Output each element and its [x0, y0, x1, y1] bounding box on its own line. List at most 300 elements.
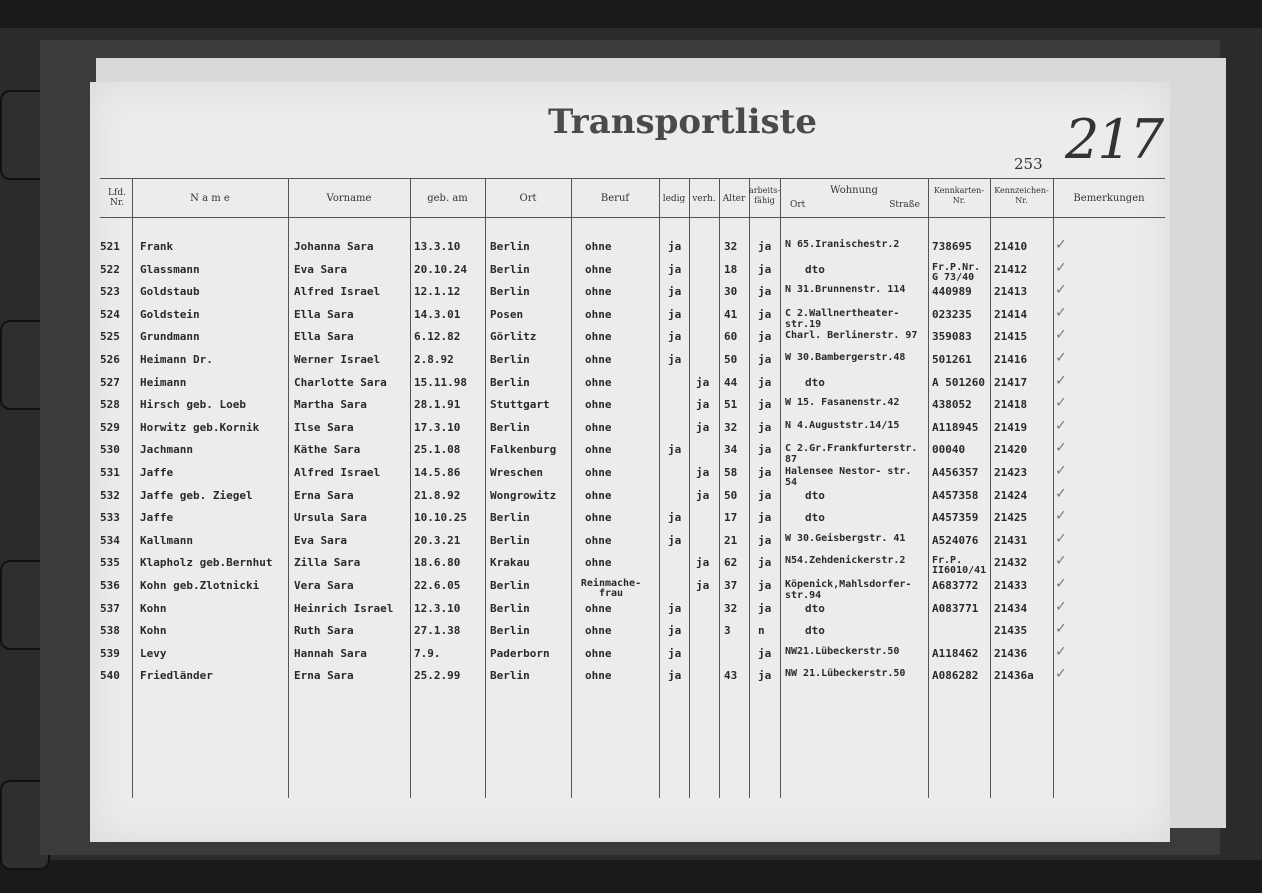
- row-arbeitsfaehig: ja: [758, 375, 772, 389]
- row-ort: Krakau: [490, 556, 530, 570]
- header-wohnung: Wohnung: [830, 185, 878, 196]
- row-name: Goldstein: [140, 307, 200, 321]
- row-vorname: Martha Sara: [294, 398, 367, 412]
- row-geb-am: 13.3.10: [414, 240, 461, 253]
- row-wohnung: W 30.Bambergerstr.48: [785, 352, 906, 363]
- row-ort: Posen: [490, 307, 524, 321]
- row-ort: Görlitz: [490, 330, 537, 344]
- row-alter: 58: [724, 466, 738, 479]
- row-name: Horwitz geb.Kornik: [140, 420, 260, 434]
- row-vorname: Ruth Sara: [294, 624, 354, 638]
- row-number: 533: [100, 511, 120, 525]
- row-kennkarte: A 501260: [932, 375, 985, 389]
- row-number: 534: [100, 533, 120, 547]
- row-verh: ja: [696, 556, 710, 570]
- row-kennkarte: 00040: [932, 443, 966, 457]
- row-arbeitsfaehig: ja: [758, 511, 772, 525]
- row-alter: 50: [724, 488, 738, 502]
- row-beruf: ohne: [585, 646, 612, 660]
- row-kennzeichen: 21425: [994, 511, 1028, 525]
- row-wohnung: C 2.Wallnertheater- str.19: [785, 307, 900, 330]
- row-alter: 32: [724, 420, 738, 434]
- header-name: N a m e: [190, 193, 230, 204]
- row-arbeitsfaehig: ja: [758, 420, 772, 434]
- row-name: Glassmann: [140, 262, 200, 276]
- row-wohnung: N54.Zehdenickerstr.2: [785, 555, 906, 567]
- row-ort: Wongrowitz: [490, 488, 557, 502]
- row-wohnung: dto: [805, 624, 825, 638]
- row-arbeitsfaehig: ja: [758, 646, 772, 660]
- row-geb-am: 6.12.82: [414, 330, 461, 344]
- checkmark-icon: ✓: [1056, 527, 1066, 547]
- checkmark-icon: ✓: [1056, 256, 1066, 276]
- row-ledig: ja: [668, 240, 682, 253]
- checkmark-icon: ✓: [1056, 324, 1066, 344]
- row-ledig: ja: [668, 353, 682, 366]
- row-arbeitsfaehig: ja: [758, 579, 772, 592]
- row-ort: Berlin: [490, 624, 530, 638]
- header-geb-am: geb. am: [427, 193, 468, 204]
- row-ort: Berlin: [490, 262, 530, 276]
- row-kennzeichen: 21417: [994, 375, 1028, 389]
- row-number: 539: [100, 646, 120, 660]
- row-vorname: Ella Sara: [294, 330, 354, 344]
- row-kennzeichen: 21435: [994, 624, 1028, 638]
- row-alter: 3: [724, 624, 731, 638]
- table-row: [90, 279, 1170, 307]
- header-arbeitsfaehig: arbeits- fähig: [749, 186, 781, 205]
- row-alter: 60: [724, 330, 738, 344]
- table-header-line: [100, 217, 1165, 218]
- row-kennzeichen: 21413: [994, 285, 1028, 299]
- row-kennkarte: Fr.P. II6010/41: [932, 555, 987, 577]
- row-vorname: Eva Sara: [294, 533, 347, 547]
- checkmark-icon: ✓: [1056, 392, 1066, 412]
- row-ort: Berlin: [490, 285, 530, 299]
- film-edge-bottom: [0, 860, 1262, 893]
- table-row: [90, 347, 1170, 375]
- row-ledig: ja: [668, 285, 682, 299]
- film-edge-top: [0, 0, 1262, 28]
- row-wohnung: W 15. Fasanenstr.42: [785, 397, 900, 409]
- row-kennzeichen: 21412: [994, 262, 1028, 276]
- row-ort: Berlin: [490, 375, 530, 389]
- row-geb-am: 20.3.21: [414, 533, 461, 547]
- row-name: Levy: [140, 646, 167, 660]
- row-ledig: ja: [668, 669, 682, 683]
- checkmark-icon: ✓: [1056, 618, 1066, 638]
- row-geb-am: 10.10.25: [414, 511, 467, 525]
- row-wohnung: dto: [805, 375, 825, 389]
- row-ort: Wreschen: [490, 466, 543, 479]
- table-row: [90, 437, 1170, 466]
- row-geb-am: 15.11.98: [414, 375, 467, 389]
- row-wohnung: dto: [805, 262, 825, 276]
- row-name: Frank: [140, 240, 174, 253]
- row-beruf: ohne: [585, 556, 612, 570]
- row-ort: Berlin: [490, 579, 530, 592]
- header-wohnung-strasse: Straße: [889, 200, 920, 210]
- row-ort: Paderborn: [490, 646, 550, 660]
- row-kennzeichen: 21423: [994, 466, 1028, 479]
- checkmark-icon: ✓: [1056, 347, 1066, 366]
- checkmark-icon: ✓: [1056, 460, 1066, 479]
- row-beruf: ohne: [585, 669, 612, 683]
- row-kennkarte: A086282: [932, 669, 979, 683]
- row-ledig: ja: [668, 646, 682, 660]
- row-arbeitsfaehig: n: [758, 624, 765, 638]
- row-kennzeichen: 21420: [994, 443, 1028, 457]
- row-number: 537: [100, 601, 120, 615]
- row-alter: 37: [724, 579, 738, 592]
- row-ort: Berlin: [490, 669, 530, 683]
- row-vorname: Käthe Sara: [294, 443, 361, 457]
- header-lfd: Lfd. Nr.: [108, 188, 126, 208]
- row-kennzeichen: 21436: [994, 646, 1028, 660]
- table-row: [90, 460, 1170, 488]
- table-row: [90, 482, 1170, 511]
- row-ort: Berlin: [490, 420, 530, 434]
- header-vorname: Vorname: [326, 193, 372, 204]
- row-vorname: Erna Sara: [294, 488, 354, 502]
- header-beruf: Beruf: [600, 193, 630, 204]
- row-number: 531: [100, 466, 120, 479]
- row-alter: 30: [724, 285, 738, 299]
- row-kennkarte: A457358: [932, 488, 979, 502]
- row-beruf: ohne: [585, 262, 612, 276]
- row-alter: 17: [724, 511, 738, 525]
- row-number: 532: [100, 488, 120, 502]
- header-ledig: ledig: [662, 194, 686, 204]
- row-kennkarte: A456357: [932, 466, 979, 479]
- document-page: [90, 82, 1170, 842]
- row-geb-am: 7.9.: [414, 646, 441, 660]
- row-name: Hirsch geb. Loeb: [140, 398, 246, 412]
- row-vorname: Erna Sara: [294, 669, 354, 683]
- row-geb-am: 20.10.24: [414, 262, 467, 276]
- document-title: Transportliste: [547, 102, 817, 142]
- row-ort: Berlin: [490, 533, 530, 547]
- row-geb-am: 25.1.08: [414, 443, 461, 457]
- row-name: Klapholz geb.Bernhut: [140, 556, 273, 570]
- row-geb-am: 18.6.80: [414, 556, 461, 570]
- row-number: 530: [100, 443, 120, 457]
- row-kennkarte: 738695: [932, 240, 972, 253]
- row-name: Heimann: [140, 375, 187, 389]
- row-ledig: ja: [668, 330, 682, 344]
- row-kennzeichen: 21434: [994, 601, 1028, 615]
- checkmark-icon: ✓: [1056, 414, 1066, 434]
- row-arbeitsfaehig: ja: [758, 307, 772, 321]
- row-ort: Berlin: [490, 511, 530, 525]
- row-kennkarte: 438052: [932, 398, 972, 412]
- row-vorname: Ursula Sara: [294, 511, 367, 525]
- row-number: 540: [100, 669, 120, 683]
- row-ledig: ja: [668, 624, 682, 638]
- table-row: [90, 324, 1170, 352]
- row-geb-am: 2.8.92: [414, 353, 454, 366]
- row-number: 528: [100, 398, 120, 412]
- row-kennzeichen: 21410: [994, 240, 1028, 253]
- row-name: Heimann Dr.: [140, 353, 213, 366]
- checkmark-icon: ✓: [1056, 663, 1066, 683]
- row-name: Kohn geb.Zlotnicki: [140, 579, 260, 592]
- row-number: 524: [100, 307, 120, 321]
- row-kennzeichen: 21436a: [994, 669, 1034, 683]
- row-beruf: ohne: [585, 353, 612, 366]
- row-geb-am: 12.1.12: [414, 285, 461, 299]
- row-beruf: ohne: [585, 443, 612, 457]
- row-kennzeichen: 21431: [994, 533, 1028, 547]
- row-kennzeichen: 21418: [994, 398, 1028, 412]
- checkmark-icon: ✓: [1056, 279, 1066, 299]
- row-beruf: ohne: [585, 285, 612, 299]
- row-wohnung: N 4.Auguststr.14/15: [785, 419, 900, 431]
- checkmark-icon: ✓: [1056, 640, 1066, 660]
- row-kennzeichen: 21419: [994, 420, 1028, 434]
- header-alter: Alter: [722, 194, 746, 204]
- row-verh: ja: [696, 375, 710, 389]
- row-vorname: Ilse Sara: [294, 420, 354, 434]
- row-ort: Falkenburg: [490, 443, 557, 457]
- table-row: [90, 527, 1170, 556]
- checkmark-icon: ✓: [1056, 550, 1066, 570]
- row-alter: 62: [724, 556, 738, 570]
- row-number: 523: [100, 285, 120, 299]
- row-kennzeichen: 21415: [994, 330, 1028, 344]
- row-kennkarte: 359083: [932, 330, 972, 344]
- row-name: Kohn: [140, 601, 167, 615]
- table-row: [90, 369, 1170, 398]
- row-beruf: ohne: [585, 375, 612, 389]
- row-arbeitsfaehig: ja: [758, 466, 772, 479]
- row-vorname: Heinrich Israel: [294, 601, 394, 615]
- row-arbeitsfaehig: ja: [758, 398, 772, 412]
- row-name: Kohn: [140, 624, 167, 638]
- row-name: Grundmann: [140, 330, 200, 344]
- table-row: [90, 256, 1170, 285]
- row-wohnung: N 31.Brunnenstr. 114: [785, 284, 906, 296]
- row-ledig: ja: [668, 533, 682, 547]
- row-number: 526: [100, 353, 120, 366]
- row-beruf: ohne: [585, 420, 612, 434]
- row-alter: 44: [724, 375, 738, 389]
- row-name: Jaffe: [140, 466, 174, 479]
- row-geb-am: 27.1.38: [414, 624, 461, 638]
- row-name: Friedländer: [140, 669, 213, 683]
- row-vorname: Charlotte Sara: [294, 375, 387, 389]
- row-vorname: Eva Sara: [294, 262, 347, 276]
- checkmark-icon: ✓: [1056, 369, 1066, 389]
- row-arbeitsfaehig: ja: [758, 262, 772, 276]
- row-alter: 43: [724, 669, 738, 683]
- row-number: 538: [100, 624, 120, 638]
- row-name: Jachmann: [140, 443, 193, 457]
- row-alter: 34: [724, 443, 738, 457]
- row-arbeitsfaehig: ja: [758, 669, 772, 683]
- row-kennkarte: 440989: [932, 285, 972, 299]
- row-geb-am: 22.6.05: [414, 579, 461, 592]
- row-beruf: Reinmache- frau: [580, 578, 642, 599]
- header-kennkarten: Kennkarten- Nr.: [933, 186, 985, 205]
- row-vorname: Zilla Sara: [294, 556, 361, 570]
- row-name: Jaffe: [140, 511, 174, 525]
- row-geb-am: 21.8.92: [414, 488, 461, 502]
- row-ledig: ja: [668, 307, 682, 321]
- row-beruf: ohne: [585, 601, 612, 615]
- row-ledig: ja: [668, 443, 682, 457]
- row-arbeitsfaehig: ja: [758, 443, 772, 457]
- row-vorname: Alfred Israel: [294, 285, 381, 299]
- row-vorname: Ella Sara: [294, 307, 354, 321]
- row-alter: 32: [724, 240, 738, 253]
- row-arbeitsfaehig: ja: [758, 240, 772, 253]
- row-number: 521: [100, 240, 120, 253]
- row-geb-am: 17.3.10: [414, 420, 461, 434]
- row-geb-am: 25.2.99: [414, 669, 461, 683]
- table-row: [90, 505, 1170, 533]
- header-verh: verh.: [692, 194, 716, 204]
- row-kennkarte: A457359: [932, 511, 979, 525]
- row-beruf: ohne: [585, 240, 612, 253]
- row-arbeitsfaehig: ja: [758, 556, 772, 570]
- row-arbeitsfaehig: ja: [758, 533, 772, 547]
- table-row: [90, 550, 1170, 578]
- row-vorname: Vera Sara: [294, 579, 354, 592]
- row-kennkarte: 501261: [932, 353, 972, 366]
- row-verh: ja: [696, 579, 710, 592]
- row-ledig: ja: [668, 601, 682, 615]
- row-wohnung: Köpenick,Mahlsdorfer- str.94: [785, 579, 912, 601]
- row-alter: 50: [724, 353, 738, 366]
- checkmark-icon: ✓: [1056, 437, 1066, 457]
- row-vorname: Alfred Israel: [294, 466, 381, 479]
- table-row: [90, 663, 1170, 691]
- row-number: 525: [100, 330, 120, 344]
- table-row: [90, 640, 1170, 669]
- table-row: [90, 595, 1170, 624]
- row-arbeitsfaehig: ja: [758, 330, 772, 344]
- row-wohnung: dto: [805, 511, 825, 525]
- row-alter: 32: [724, 601, 738, 615]
- row-beruf: ohne: [585, 488, 612, 502]
- checkmark-icon: ✓: [1056, 301, 1066, 321]
- table-row: [90, 414, 1170, 443]
- row-number: 536: [100, 579, 120, 592]
- row-alter: 51: [724, 398, 738, 412]
- checkmark-icon: ✓: [1056, 573, 1066, 592]
- table-top-line: [100, 178, 1165, 179]
- row-verh: ja: [696, 420, 710, 434]
- row-ort: Berlin: [490, 240, 530, 253]
- row-vorname: Werner Israel: [294, 353, 381, 366]
- row-wohnung: W 30.Geisbergstr. 41: [785, 532, 906, 544]
- row-wohnung: Halensee Nestor- str. 54: [785, 466, 912, 488]
- row-wohnung: dto: [805, 601, 825, 615]
- row-kennkarte: 023235: [932, 307, 972, 321]
- row-kennkarte: Fr.P.Nr. G 73/40: [932, 261, 981, 283]
- row-verh: ja: [696, 488, 710, 502]
- row-ort: Berlin: [490, 353, 530, 366]
- row-wohnung: NW 21.Lübeckerstr.50: [785, 668, 906, 680]
- row-name: Jaffe geb. Ziegel: [140, 488, 253, 502]
- row-alter: 18: [724, 262, 738, 276]
- row-arbeitsfaehig: ja: [758, 601, 772, 615]
- row-beruf: ohne: [585, 624, 612, 638]
- row-name: Kallmann: [140, 533, 193, 547]
- header-wohnung-ort: Ort: [790, 200, 806, 210]
- row-wohnung: C 2.Gr.Frankfurterstr. 87: [785, 443, 918, 466]
- row-kennzeichen: 21433: [994, 579, 1028, 592]
- checkmark-icon: ✓: [1056, 234, 1066, 253]
- row-kennkarte: A118462: [932, 646, 979, 660]
- row-ledig: ja: [668, 511, 682, 525]
- header-bemerkungen: Bemerkungen: [1073, 193, 1145, 204]
- row-vorname: Hannah Sara: [294, 646, 367, 660]
- table-row: [90, 234, 1170, 262]
- row-kennzeichen: 21414: [994, 307, 1028, 321]
- checkmark-icon: ✓: [1056, 595, 1066, 615]
- table-row: [90, 301, 1170, 330]
- row-wohnung: NW21.Lübeckerstr.50: [785, 645, 900, 657]
- row-geb-am: 28.1.91: [414, 398, 461, 412]
- table-row: [90, 392, 1170, 420]
- row-beruf: ohne: [585, 307, 612, 321]
- row-arbeitsfaehig: ja: [758, 488, 772, 502]
- table-row: [90, 573, 1170, 601]
- row-kennzeichen: 21432: [994, 556, 1028, 570]
- row-wohnung: N 65.Iranischestr.2: [785, 239, 900, 250]
- row-geb-am: 14.3.01: [414, 307, 461, 321]
- row-beruf: ohne: [585, 330, 612, 344]
- row-beruf: ohne: [585, 466, 612, 479]
- header-ort: Ort: [519, 193, 537, 204]
- row-beruf: ohne: [585, 398, 612, 412]
- row-kennkarte: A118945: [932, 420, 979, 434]
- page-number-handwritten: 217: [1065, 108, 1163, 171]
- row-alter: 21: [724, 533, 738, 547]
- row-beruf: ohne: [585, 533, 612, 547]
- row-kennkarte: A083771: [932, 601, 979, 615]
- row-verh: ja: [696, 398, 710, 412]
- row-kennzeichen: 21416: [994, 353, 1028, 366]
- row-number: 522: [100, 262, 120, 276]
- checkmark-icon: ✓: [1056, 482, 1066, 502]
- row-wohnung: dto: [805, 488, 825, 502]
- row-kennkarte: A683772: [932, 579, 979, 592]
- row-number: 529: [100, 420, 120, 434]
- row-ledig: ja: [668, 262, 682, 276]
- row-kennzeichen: 21424: [994, 488, 1028, 502]
- table-row: [90, 618, 1170, 646]
- checkmark-icon: ✓: [1056, 505, 1066, 525]
- row-alter: 41: [724, 307, 738, 321]
- header-kennzeichen: Kennzeichen- Nr.: [994, 186, 1049, 205]
- row-number: 527: [100, 375, 120, 389]
- row-name: Goldstaub: [140, 285, 200, 299]
- row-wohnung: Charl. Berlinerstr. 97: [785, 330, 918, 342]
- row-geb-am: 12.3.10: [414, 601, 461, 615]
- row-verh: ja: [696, 466, 710, 479]
- row-beruf: ohne: [585, 511, 612, 525]
- page-number-printed: 253: [1014, 155, 1043, 173]
- row-arbeitsfaehig: ja: [758, 285, 772, 299]
- row-arbeitsfaehig: ja: [758, 353, 772, 366]
- row-kennkarte: A524076: [932, 533, 979, 547]
- row-ort: Berlin: [490, 601, 530, 615]
- row-ort: Stuttgart: [490, 398, 550, 412]
- row-vorname: Johanna Sara: [294, 240, 374, 253]
